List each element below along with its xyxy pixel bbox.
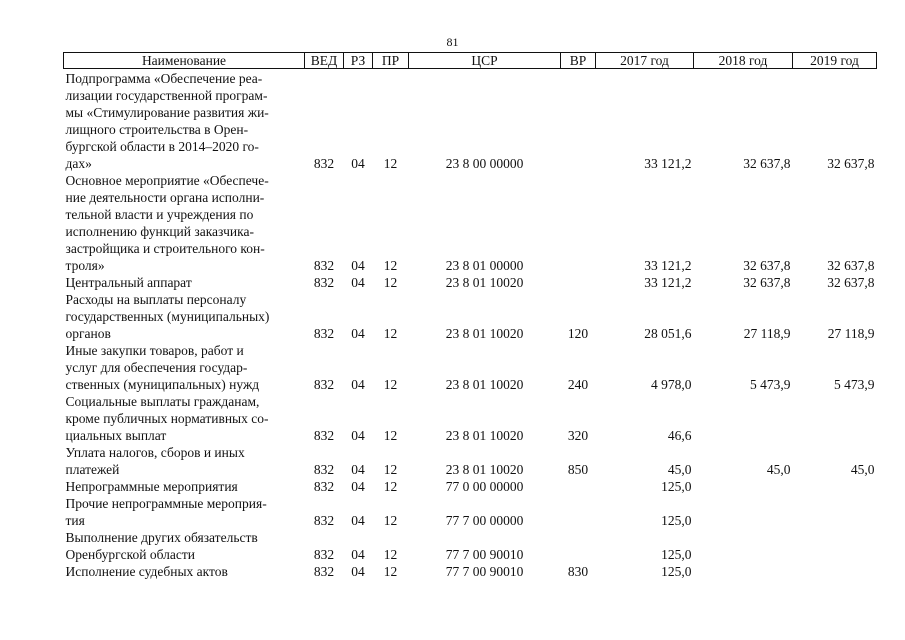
cell-pr: 12 <box>383 462 398 477</box>
header-ved: ВЕД <box>305 53 344 69</box>
cell-name <box>64 393 305 444</box>
cell-ved: 832 <box>313 258 335 273</box>
cell-2017: 4 978,0 <box>651 377 692 392</box>
table-row <box>64 563 877 580</box>
name-line: тия <box>65 513 85 528</box>
name-line: Социальные выплаты гражданам, <box>65 394 260 409</box>
cell-2017: 125,0 <box>661 547 692 562</box>
cell-name <box>64 274 305 291</box>
cell-ved: 832 <box>313 564 335 579</box>
name-line: ние деятельности органа исполни- <box>65 190 265 205</box>
name-line: органов <box>65 326 111 341</box>
table-row <box>64 342 877 393</box>
cell-vr: 320 <box>567 428 589 443</box>
cell-ved: 832 <box>313 462 335 477</box>
cell-2017: 45,0 <box>667 462 692 477</box>
header-pr: ПР <box>373 53 409 69</box>
name-line: Подпрограмма «Обеспечение реа- <box>65 71 263 86</box>
cell-rz: 04 <box>351 479 365 494</box>
cell-csr: 77 7 00 90010 <box>445 547 524 562</box>
table-header-row <box>64 53 877 69</box>
cell-ved: 832 <box>313 547 335 562</box>
cell-csr: 23 8 01 00000 <box>445 258 524 273</box>
cell-csr: 23 8 01 10020 <box>445 462 524 477</box>
cell-csr: 23 8 01 10020 <box>445 428 524 443</box>
cell-name <box>64 444 305 478</box>
cell-2019: 27 118,9 <box>827 326 875 341</box>
cell-2017: 28 051,6 <box>644 326 692 341</box>
cell-csr: 77 7 00 00000 <box>445 513 524 528</box>
cell-pr: 12 <box>383 564 398 579</box>
table-row <box>64 444 877 478</box>
cell-ved: 832 <box>313 156 335 171</box>
cell-2019: 32 637,8 <box>827 258 875 273</box>
cell-ved: 832 <box>313 428 335 443</box>
header-csr: ЦСР <box>409 53 561 69</box>
cell-rz: 04 <box>351 258 365 273</box>
cell-csr: 77 0 00 00000 <box>445 479 524 494</box>
cell-pr: 12 <box>383 156 398 171</box>
cell-ved: 832 <box>313 377 335 392</box>
name-line: Непрограммные мероприятия <box>65 479 238 494</box>
cell-csr: 23 8 01 10020 <box>445 275 524 290</box>
cell-vr <box>561 529 596 563</box>
cell-pr: 12 <box>383 513 398 528</box>
name-line: платежей <box>65 462 120 477</box>
cell-vr: 120 <box>567 326 589 341</box>
cell-name <box>64 342 305 393</box>
cell-csr: 23 8 00 00000 <box>445 156 524 171</box>
name-line: троля» <box>65 258 105 273</box>
name-line: циальных выплат <box>65 428 167 443</box>
table-row <box>64 69 877 173</box>
name-line: услуг для обеспечения государ- <box>65 360 248 375</box>
cell-2017: 46,6 <box>667 428 692 443</box>
table-row <box>64 274 877 291</box>
cell-rz: 04 <box>351 547 365 562</box>
cell-2019 <box>793 563 877 580</box>
cell-rz: 04 <box>351 377 365 392</box>
cell-2018: 27 118,9 <box>743 326 791 341</box>
cell-ved: 832 <box>313 275 335 290</box>
cell-2017: 33 121,2 <box>644 275 692 290</box>
header-vr: ВР <box>561 53 596 69</box>
table-row <box>64 393 877 444</box>
cell-2017: 33 121,2 <box>644 156 692 171</box>
cell-name <box>64 291 305 342</box>
cell-2017: 125,0 <box>661 479 692 494</box>
name-line: Центральный аппарат <box>65 275 192 290</box>
cell-name <box>64 172 305 274</box>
name-line: дах» <box>65 156 92 171</box>
cell-vr <box>561 274 596 291</box>
cell-pr: 12 <box>383 377 398 392</box>
cell-rz: 04 <box>351 462 365 477</box>
name-line: тельной власти и учреждения по <box>65 207 254 222</box>
cell-2018: 5 473,9 <box>750 377 791 392</box>
header-2017: 2017 год <box>596 53 694 69</box>
cell-2018: 45,0 <box>766 462 791 477</box>
cell-2018: 32 637,8 <box>743 275 791 290</box>
cell-2019: 32 637,8 <box>827 156 875 171</box>
cell-2017: 125,0 <box>661 564 692 579</box>
cell-2018: 32 637,8 <box>743 258 791 273</box>
cell-rz: 04 <box>351 156 365 171</box>
name-line: Расходы на выплаты персоналу <box>65 292 247 307</box>
cell-pr: 12 <box>383 326 398 341</box>
cell-2019: 32 637,8 <box>827 275 875 290</box>
cell-2018 <box>694 478 793 495</box>
table-row <box>64 495 877 529</box>
header-2018: 2018 год <box>694 53 793 69</box>
cell-vr: 240 <box>567 377 589 392</box>
cell-pr: 12 <box>383 275 398 290</box>
name-line: бургской области в 2014–2020 го- <box>65 139 259 154</box>
cell-name <box>64 529 305 563</box>
cell-rz: 04 <box>351 326 365 341</box>
cell-vr <box>561 172 596 274</box>
cell-csr: 23 8 01 10020 <box>445 377 524 392</box>
name-line: Уплата налогов, сборов и иных <box>65 445 245 460</box>
cell-name <box>64 563 305 580</box>
cell-name <box>64 478 305 495</box>
cell-name <box>64 69 305 173</box>
cell-csr: 77 7 00 90010 <box>445 564 524 579</box>
name-line: лизации государственной програм- <box>65 88 268 103</box>
name-line: мы «Стимулирование развития жи- <box>65 105 269 120</box>
name-line: Основное мероприятие «Обеспече- <box>65 173 269 188</box>
cell-vr: 850 <box>567 462 589 477</box>
cell-2019 <box>793 393 877 444</box>
name-line: ственных (муниципальных) нужд <box>65 377 260 392</box>
cell-2018 <box>694 529 793 563</box>
cell-pr: 12 <box>383 547 398 562</box>
cell-2019 <box>793 495 877 529</box>
cell-2019: 5 473,9 <box>834 377 875 392</box>
cell-ved: 832 <box>313 326 335 341</box>
cell-pr: 12 <box>383 428 398 443</box>
cell-csr: 23 8 01 10020 <box>445 326 524 341</box>
cell-2017: 125,0 <box>661 513 692 528</box>
header-rz: РЗ <box>344 53 373 69</box>
cell-2018: 32 637,8 <box>743 156 791 171</box>
cell-rz: 04 <box>351 428 365 443</box>
cell-vr: 830 <box>567 564 589 579</box>
header-2019: 2019 год <box>793 53 877 69</box>
name-line: государственных (муниципальных) <box>65 309 270 324</box>
cell-2018 <box>694 393 793 444</box>
cell-name <box>64 495 305 529</box>
table-body <box>64 69 877 581</box>
name-line: кроме публичных нормативных со- <box>65 411 269 426</box>
name-line: Иные закупки товаров, работ и <box>65 343 244 358</box>
cell-2019: 45,0 <box>850 462 875 477</box>
cell-ved: 832 <box>313 479 335 494</box>
name-line: Выполнение других обязательств <box>65 530 258 545</box>
cell-2019 <box>793 529 877 563</box>
cell-ved: 832 <box>313 513 335 528</box>
name-line: лищного строительства в Орен- <box>65 122 249 137</box>
cell-rz: 04 <box>351 275 365 290</box>
cell-2018 <box>694 495 793 529</box>
cell-pr: 12 <box>383 258 398 273</box>
budget-table <box>63 52 877 580</box>
name-line: исполнению функций заказчика- <box>65 224 254 239</box>
cell-rz: 04 <box>351 513 365 528</box>
cell-vr <box>561 495 596 529</box>
cell-2017: 33 121,2 <box>644 258 692 273</box>
table-row <box>64 529 877 563</box>
table-row <box>64 478 877 495</box>
cell-vr <box>561 69 596 173</box>
name-line: застройщика и строительного кон- <box>65 241 265 256</box>
table-row <box>64 291 877 342</box>
table-row <box>64 172 877 274</box>
name-line: Прочие непрограммные мероприя- <box>65 496 267 511</box>
cell-pr: 12 <box>383 479 398 494</box>
cell-2018 <box>694 563 793 580</box>
header-name: Наименование <box>64 53 305 69</box>
name-line: Оренбургской области <box>65 547 195 562</box>
cell-rz: 04 <box>351 564 365 579</box>
page-number: 81 <box>446 35 459 49</box>
cell-2019 <box>793 478 877 495</box>
cell-vr <box>561 478 596 495</box>
name-line: Исполнение судебных актов <box>65 564 228 579</box>
